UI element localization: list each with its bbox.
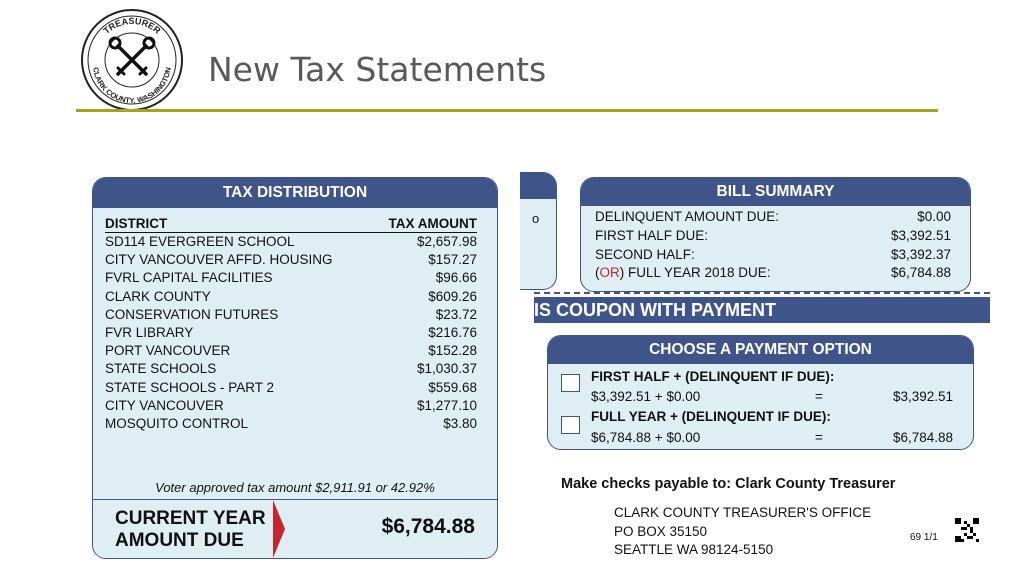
district-name: SD114 EVERGREEN SCHOOL <box>105 234 295 249</box>
tax-distribution-heading: TAX DISTRIBUTION <box>93 178 497 208</box>
coupon-banner: IS COUPON WITH PAYMENT <box>534 297 990 323</box>
checks-payable-text: Make checks payable to: Clark County Treasurer <box>561 476 896 492</box>
header-divider <box>76 109 938 112</box>
svg-text:CLARK COUNTY, WASHINGTON: CLARK COUNTY, WASHINGTON <box>91 66 173 106</box>
delinquent-label: DELINQUENT AMOUNT DUE: <box>595 209 780 224</box>
district-amount: $609.26 <box>428 288 477 304</box>
first-half-label: FIRST HALF DUE: <box>595 228 709 243</box>
or-word: OR <box>599 265 620 280</box>
full-year-total: $6,784.88 <box>892 430 953 445</box>
full-year-equals: = <box>815 430 823 445</box>
address-line-3: SEATTLE WA 98124-5150 <box>614 542 774 557</box>
current-year-label-line1: CURRENT YEAR <box>115 508 266 529</box>
full-year-checkbox[interactable] <box>561 416 580 434</box>
table-row <box>105 325 477 343</box>
current-year-amount: $6,784.88 <box>381 515 475 538</box>
payment-option-panel <box>547 335 974 450</box>
district-name: CONSERVATION FUTURES <box>105 306 279 322</box>
table-row <box>105 398 477 416</box>
current-year-label <box>115 508 266 552</box>
district-name: CITY VANCOUVER <box>105 397 224 413</box>
district-name: MOSQUITO CONTROL <box>105 415 249 431</box>
red-arrow-icon <box>273 500 285 558</box>
district-name: STATE SCHOOLS - PART 2 <box>105 379 275 395</box>
district-name: CLARK COUNTY <box>105 288 211 304</box>
full-year-row <box>595 265 951 280</box>
first-half-option-label: FIRST HALF + (DELINQUENT IF DUE): <box>591 369 835 384</box>
second-half-label: SECOND HALF: <box>595 247 695 262</box>
address-line-2: PO BOX 35150 <box>614 524 708 539</box>
table-row <box>105 416 477 434</box>
table-row <box>105 343 477 361</box>
page-code: 69 1/1 <box>910 532 938 543</box>
treasurer-seal-logo <box>80 8 184 112</box>
partial-panel-text: o <box>532 211 540 226</box>
district-column-label: DISTRICT <box>105 216 168 231</box>
district-amount: $559.68 <box>428 379 477 395</box>
qr-code-icon <box>955 518 979 542</box>
cut-line <box>534 292 990 294</box>
district-name: CITY VANCOUVER AFFD. HOUSING <box>105 252 333 268</box>
full-year-value: $6,784.88 <box>890 265 951 280</box>
table-row <box>105 380 477 398</box>
full-year-calc: $6,784.88 + $0.00 <box>591 430 701 445</box>
first-half-row <box>595 228 951 243</box>
partial-panel-header <box>520 173 556 199</box>
current-year-label-line2: AMOUNT DUE <box>115 530 244 551</box>
district-amount: $23.72 <box>435 306 477 322</box>
district-name: PORT VANCOUVER <box>105 343 231 359</box>
first-half-checkbox[interactable] <box>561 374 580 392</box>
tax-amount-column-label: TAX AMOUNT <box>388 216 477 231</box>
district-amount: $216.76 <box>428 324 477 340</box>
district-amount: $152.28 <box>428 343 477 359</box>
tax-distribution-panel <box>92 177 498 559</box>
second-half-value: $3,392.37 <box>890 247 951 262</box>
district-amount: $96.66 <box>435 270 477 286</box>
page-title: New Tax Statements <box>208 50 547 89</box>
district-amount: $157.27 <box>428 252 477 268</box>
district-name: FVRL CAPITAL FACILITIES <box>105 270 273 286</box>
second-half-row <box>595 247 951 262</box>
full-year-option-label: FULL YEAR + (DELINQUENT IF DUE): <box>591 409 831 424</box>
table-row <box>105 252 477 270</box>
table-row <box>105 289 477 307</box>
district-amount: $1,030.37 <box>416 361 477 377</box>
table-row <box>105 270 477 288</box>
address-line-1: CLARK COUNTY TREASURER'S OFFICE <box>614 505 872 520</box>
district-amount: $2,657.98 <box>416 234 477 249</box>
district-name: STATE SCHOOLS <box>105 361 217 377</box>
or-open-paren: ( <box>595 265 600 280</box>
table-row <box>105 234 477 252</box>
svg-text:TREASURER: TREASURER <box>101 15 163 36</box>
first-half-calc: $3,392.51 + $0.00 <box>591 389 701 404</box>
table-row <box>105 361 477 379</box>
district-amount: $1,277.10 <box>416 397 477 413</box>
district-amount: $3.80 <box>443 415 477 431</box>
tax-distribution-list <box>105 234 477 434</box>
first-half-value: $3,392.51 <box>890 228 951 243</box>
first-half-total: $3,392.51 <box>892 389 953 404</box>
partial-panel-fragment <box>520 172 557 290</box>
district-name: FVR LIBRARY <box>105 324 194 340</box>
delinquent-row <box>595 209 951 224</box>
tax-distribution-column-header <box>105 216 477 233</box>
delinquent-value: $0.00 <box>917 209 951 224</box>
bill-summary-heading: BILL SUMMARY <box>581 178 970 206</box>
payment-option-heading: CHOOSE A PAYMENT OPTION <box>548 336 973 364</box>
table-row <box>105 307 477 325</box>
current-year-amount-box <box>93 500 497 558</box>
bill-summary-panel <box>580 177 971 292</box>
voter-approved-note: Voter approved tax amount $2,911.91 or 42.92% <box>155 480 435 495</box>
full-year-label: ) FULL YEAR 2018 DUE: <box>619 265 771 280</box>
first-half-equals: = <box>815 389 823 404</box>
